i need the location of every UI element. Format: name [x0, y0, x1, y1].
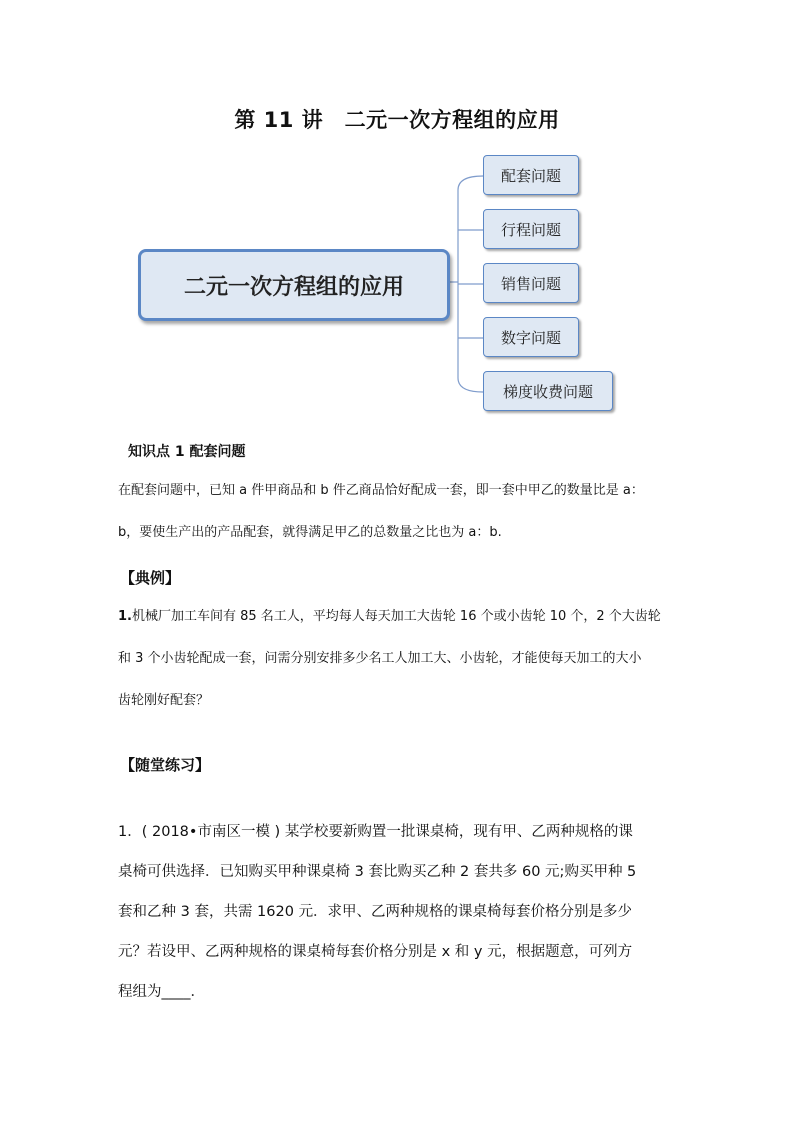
- mindmap-node-travel: 行程问题: [483, 209, 579, 249]
- practice-line-4: 元？若设甲、乙两种规格的课桌椅每套价格分别是 x 和 y 元，根据题意，可列方: [118, 944, 633, 960]
- example-heading: 【典例】: [120, 569, 181, 587]
- example-line-1-text: 机械厂加工车间有 85 名工人，平均每人每天加工大齿轮 16 个或小齿轮 10 个，2 个大齿轮: [131, 609, 661, 624]
- practice-body: [118, 812, 678, 1012]
- knowledge-point-line-1: 在配套问题中，已知 a 件甲商品和 b 件乙商品恰好配成一套，即一套中甲乙的数量比是 a：: [118, 483, 644, 498]
- example-number: 1.: [118, 609, 132, 624]
- mindmap-center-node: 二元一次方程组的应用: [138, 249, 450, 321]
- practice-line-3: 套和乙种 3 套，共需 1620 元．求甲、乙两种规格的课桌椅每套价格分别是多少: [118, 904, 633, 920]
- example-body: [118, 596, 678, 722]
- knowledge-point-heading: 知识点 1 配套问题: [128, 444, 246, 460]
- knowledge-point-text: [118, 470, 678, 554]
- knowledge-point-line-2: b，要使生产出的产品配套，就得满足甲乙的总数量之比也为 a：b.: [118, 525, 502, 540]
- page-title: 第 11 讲 二元一次方程组的应用: [234, 108, 560, 132]
- example-line-2: 和 3 个小齿轮配成一套，问需分别安排多少名工人加工大、小齿轮，才能使每天加工的大小: [118, 651, 642, 666]
- practice-heading: 【随堂练习】: [120, 756, 211, 774]
- mindmap-node-matching: 配套问题: [483, 155, 579, 195]
- example-line-3: 齿轮刚好配套？: [118, 693, 210, 708]
- practice-line-1: 1．( 2018•市南区一模 ) 某学校要新购置一批课桌椅，现有甲、乙两种规格的课: [118, 824, 633, 840]
- mindmap-node-digits: 数字问题: [483, 317, 579, 357]
- example-line-1: [118, 596, 678, 638]
- mindmap-connectors: [0, 0, 794, 420]
- practice-line-2: 桌椅可供选择．已知购买甲种课桌椅 3 套比购买乙种 2 套共多 60 元;购买甲种 5: [118, 864, 637, 880]
- mindmap-node-sales: 销售问题: [483, 263, 579, 303]
- mindmap-node-tiered-pricing: 梯度收费问题: [483, 371, 613, 411]
- practice-line-5: 程组为____．: [118, 984, 205, 1000]
